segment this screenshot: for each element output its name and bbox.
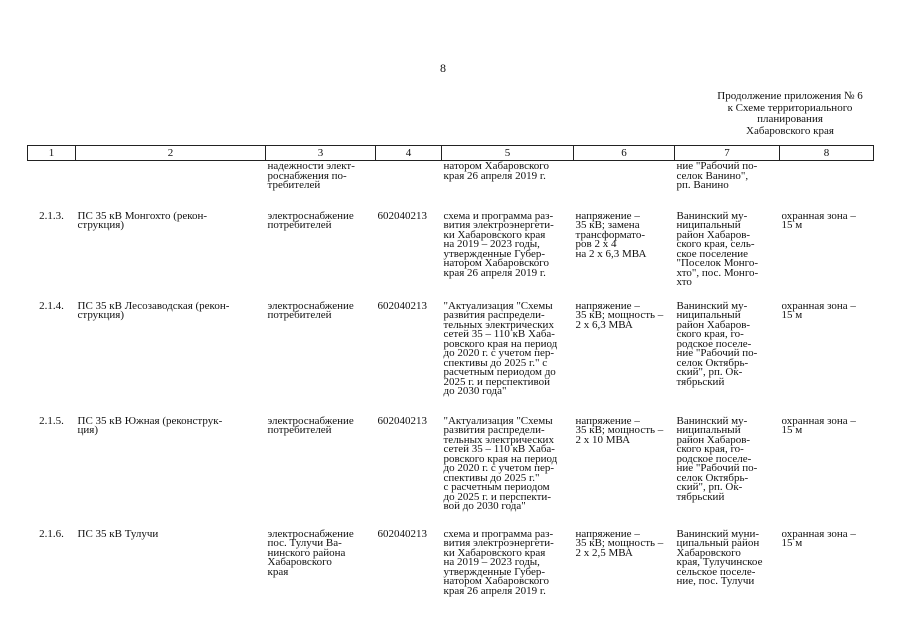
cell-purpose: электроснабжение потребителей bbox=[267, 415, 354, 436]
table-row bbox=[28, 529, 874, 609]
cell-zone bbox=[780, 161, 874, 211]
cell-characteristics bbox=[574, 161, 675, 211]
column-number-header bbox=[28, 146, 874, 161]
cell-number: 2.1.5. bbox=[39, 415, 64, 427]
cell-zone: охранная зона – 15 м bbox=[781, 210, 856, 231]
table-row bbox=[28, 211, 874, 301]
cell-number: 2.1.3. bbox=[39, 210, 64, 222]
column-header: 7 bbox=[675, 146, 780, 161]
column-header: 3 bbox=[266, 146, 376, 161]
cell-object-name bbox=[76, 161, 266, 211]
cell-zone: охранная зона – 15 м bbox=[781, 300, 856, 321]
cell-basis-document: натором Хабаровского края 26 апреля 2019 г. bbox=[443, 160, 549, 182]
column-header: 1 bbox=[28, 146, 76, 161]
cell-object-name: ПС 35 кВ Лесозаводская (рекон- струкция) bbox=[77, 300, 230, 321]
cell-purpose: электроснабжение пос. Тулучи Ва- нинского района Хабаровского края bbox=[267, 528, 354, 578]
cell-location: Ванинский му- ниципальный район Хабаров- ского края, го- родское поселе- ние "Рабочий по- селок Октябрь- ский", рп. Ок- тябрьский bbox=[676, 415, 758, 503]
cell-basis-document: "Актуализация "Схемы развития распредели- тельных электрических сетей 35 – 110 кВ Хаба- ровского края на период до 2020 г. с учетом пер- спективы до 2025 г." с расчетным периодом до 2025 г. и перспективой до 2030 года" bbox=[443, 300, 558, 397]
cell-code bbox=[376, 161, 442, 211]
cell-characteristics: напряжение – 35 кВ; замена трансформато- ров 2 x 4 на 2 x 6,3 МВА bbox=[575, 210, 647, 260]
table-row bbox=[28, 161, 874, 211]
cell-code: 602040213 bbox=[377, 415, 427, 427]
column-header: 2 bbox=[76, 146, 266, 161]
cell-number: 2.1.6. bbox=[39, 528, 64, 540]
cell-object-name: ПС 35 кВ Монгохто (рекон- струкция) bbox=[77, 210, 208, 231]
cell-number bbox=[28, 161, 76, 211]
header-note-line: Продолжение приложения № 6 bbox=[717, 90, 863, 102]
cell-purpose: надежности элект- роснабжения по- требителей bbox=[267, 160, 355, 191]
cell-code: 602040213 bbox=[377, 528, 427, 540]
cell-zone: охранная зона – 15 м bbox=[781, 415, 856, 436]
cell-characteristics: напряжение – 35 кВ; мощность – 2 x 10 МВА bbox=[575, 415, 664, 446]
header-note-line: Хабаровского края bbox=[746, 124, 834, 137]
column-header: 5 bbox=[442, 146, 574, 161]
header-note-line: к Схеме территориального bbox=[727, 101, 853, 114]
cell-object-name: ПС 35 кВ Тулучи bbox=[77, 528, 159, 540]
cell-purpose: электроснабжение потребителей bbox=[267, 210, 354, 231]
column-header: 8 bbox=[780, 146, 874, 161]
column-header: 4 bbox=[376, 146, 442, 161]
cell-code: 602040213 bbox=[377, 210, 427, 222]
cell-location: Ванинский му- ниципальный район Хабаров- ского края, сель- ское поселение "Поселок Монго- хто", пос. Монго- хто bbox=[676, 210, 759, 288]
table-row bbox=[28, 301, 874, 416]
cell-location: Ванинский муни- ципальный район Хабаровского края, Тулучинское сельское поселе- ние, пос. Тулучи bbox=[676, 528, 763, 587]
cell-location: Ванинский му- ниципальный район Хабаров- ского края, го- родское поселе- ние "Рабочий по- селок Октябрь- ский", рп. Ок- тябрьский bbox=[676, 300, 758, 388]
cell-zone: охранная зона – 15 м bbox=[781, 528, 856, 549]
header-note-line: планирования bbox=[757, 113, 823, 125]
cell-basis-document: схема и программа раз- вития электроэнергети- ки Хабаровского края на 2019 – 2023 годы, утвержденные Губер- натором Хабаровского края 26 апреля 2019 г. bbox=[443, 528, 554, 597]
column-header: 6 bbox=[574, 146, 675, 161]
cell-object-name: ПС 35 кВ Южная (реконструк- ция) bbox=[77, 415, 223, 436]
cell-purpose: электроснабжение потребителей bbox=[267, 300, 354, 321]
facilities-table bbox=[27, 145, 874, 609]
cell-basis-document: "Актуализация "Схемы развития распредели- тельных электрических сетей 35 – 110 кВ Хаба- ровского края на период до 2020 г. с учетом пер- спективы до 2025 г." с расчетным периодом до 2025 г. и перспекти- вой до 2030 года" bbox=[443, 415, 558, 512]
cell-characteristics: напряжение – 35 кВ; мощность – 2 x 6,3 МВА bbox=[575, 300, 664, 331]
cell-code: 602040213 bbox=[377, 300, 427, 312]
table-row bbox=[28, 416, 874, 529]
cell-characteristics: напряжение – 35 кВ; мощность – 2 x 2,5 МВА bbox=[575, 528, 664, 559]
cell-basis-document: схема и программа раз- вития электроэнергети- ки Хабаровского края на 2019 – 2023 годы, утвержденные Губер- натором Хабаровского края 26 апреля 2019 г. bbox=[443, 210, 554, 279]
cell-number: 2.1.4. bbox=[39, 300, 64, 312]
appendix-header-note bbox=[690, 91, 890, 137]
cell-location: ние "Рабочий по- селок Ванино", рп. Ванино bbox=[676, 160, 758, 191]
page-number: 8 bbox=[440, 61, 446, 75]
